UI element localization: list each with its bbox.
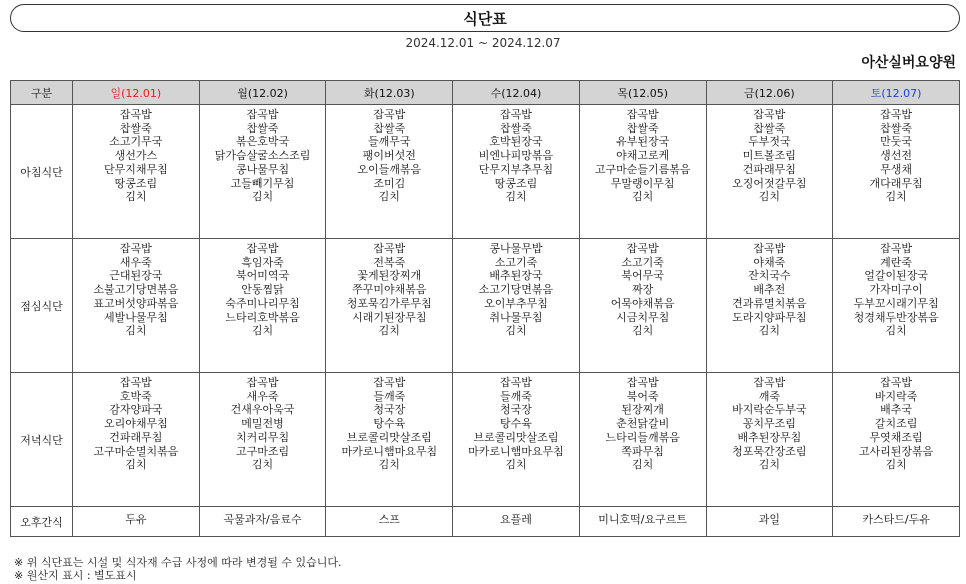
note-change: ※ 위 식단표는 시설 및 식자재 수급 사정에 따라 변경될 수 있습니다. [14,556,342,569]
menu-item: 소불고기당면볶음 [93,283,179,297]
menu-item: 미트볼조림 [742,149,796,163]
menu-item: 소고기죽 [494,255,538,269]
menu-item: 탕수육 [373,417,406,431]
menu-item: 바지락순두부국 [732,403,807,417]
menu-item: 시래기된장무침 [352,310,427,324]
meal-cell [326,105,453,239]
menu-item: 김치 [125,324,147,338]
menu-item: 된장찌개 [621,403,664,417]
snack-cell: 카스타드/두유 [833,507,960,537]
menu-item: 세발나물무침 [103,310,168,324]
menu-item: 김치 [885,324,907,338]
menu-item: 찹쌀죽 [626,121,659,135]
snack-cell: 미니호떡/요구르트 [579,507,706,537]
menu-item: 김치 [632,458,654,472]
meal-plan-table [10,80,960,537]
menu-item: 청포묵간장조림 [732,444,807,458]
menu-item: 잡곡밥 [880,108,913,121]
snack-row [11,507,960,537]
meal-cell [199,105,326,239]
menu-item: 건새우아욱국 [230,403,295,417]
menu-item: 짜장 [632,283,654,297]
day-header-fri: 금(12.06) [706,81,833,105]
menu-item: 김치 [758,458,780,472]
dinner-row [11,373,960,507]
menu-item: 쪽파무침 [621,444,664,458]
menu-item: 잡곡밥 [753,108,786,121]
menu-item: 새우죽 [246,389,279,403]
menu-item: 북어미역국 [235,269,290,283]
note-origin: ※ 원산지 표시 : 별도표시 [14,569,137,582]
menu-item: 브로콜리맛살조림 [346,430,432,444]
menu-item: 땅콩조림 [114,176,158,190]
menu-item: 김치 [505,190,527,204]
snack-cell: 과일 [706,507,833,537]
day-header-thu: 목(12.05) [579,81,706,105]
notes [14,556,341,582]
menu-item: 잡곡밥 [373,108,406,121]
menu-item: 감자양파국 [109,403,163,417]
menu-item: 두부꼬시래기무침 [853,296,939,310]
menu-item: 김치 [505,324,527,338]
meal-label-breakfast: 아침식단 [11,105,73,239]
menu-item: 느타리호박볶음 [225,310,300,324]
menu-item: 들깨무국 [368,135,411,149]
menu-item: 찹쌀죽 [119,121,152,135]
menu-item: 김치 [125,190,147,204]
menu-item: 들깨죽 [373,389,406,403]
facility-name: 아산실버요양원 [861,55,956,71]
menu-item: 흑임자죽 [241,255,284,269]
lunch-row [11,239,960,373]
menu-item: 조미김 [373,176,406,190]
menu-item: 비엔나피망볶음 [478,149,554,163]
menu-item: 단무지채무침 [103,162,168,176]
day-header-wed: 수(12.04) [453,81,580,105]
menu-item: 느타리들깨볶음 [605,430,680,444]
menu-item: 잔치국수 [748,269,791,283]
menu-item: 얼갈이된장국 [864,269,928,283]
menu-item: 김치 [885,190,907,204]
snack-cell: 두유 [73,507,200,537]
menu-item: 잡곡밥 [246,376,279,389]
page-title: 식단표 [10,4,960,32]
menu-item: 잡곡밥 [626,376,659,389]
menu-item: 배추된장무침 [737,430,802,444]
menu-item: 야채고로케 [616,149,670,163]
snack-cell: 요플레 [453,507,580,537]
menu-item: 잡곡밥 [373,242,406,255]
header-row [11,81,960,105]
menu-item: 잡곡밥 [500,108,532,121]
menu-item: 무엿채조림 [869,430,923,444]
menu-item: 꽁치무조림 [742,417,796,431]
menu-item: 김치 [632,324,654,338]
menu-item: 마카로니햄마요무침 [468,444,564,458]
menu-item: 북어무국 [621,269,664,283]
menu-item: 찹쌀죽 [246,121,279,135]
date-range: 2024.12.01 ~ 2024.12.07 [405,36,561,50]
menu-item: 찹쌀죽 [753,121,786,135]
menu-item: 찹쌀죽 [373,121,406,135]
meal-cell [199,239,326,373]
meal-cell [579,373,706,507]
menu-item: 깨죽 [758,389,780,403]
meal-cell [73,239,200,373]
menu-item: 꽃게된장찌개 [357,269,422,283]
menu-item: 김치 [378,190,400,204]
meal-label-lunch: 점심식단 [11,239,73,373]
menu-item: 고구마순멸치볶음 [93,444,179,458]
menu-item: 잡곡밥 [626,242,659,255]
menu-item: 유부된장국 [616,135,670,149]
menu-item: 오이부추무침 [484,296,548,310]
menu-item: 팽이버섯전 [362,149,416,163]
day-header-sat: 토(12.07) [833,81,960,105]
menu-item: 들깨죽 [500,389,532,403]
menu-item: 김치 [378,458,400,472]
breakfast-row [11,105,960,239]
menu-item: 두부젓국 [748,135,791,149]
menu-item: 김치 [758,324,780,338]
menu-item: 개다래무침 [869,176,923,190]
meal-cell [833,373,960,507]
menu-item: 고구마조림 [235,444,290,458]
day-header-sun: 일(12.01) [73,81,200,105]
menu-item: 잡곡밥 [880,242,913,255]
menu-item: 근대된장국 [109,269,163,283]
menu-item: 건파래무침 [742,162,796,176]
menu-item: 배추된장국 [489,269,543,283]
meal-cell [326,239,453,373]
meal-cell [453,105,580,239]
menu-item: 탕수육 [500,417,532,431]
meal-label-snack: 오후간식 [11,507,73,537]
menu-item: 갈치조림 [874,417,918,431]
meal-cell [833,105,960,239]
menu-item: 찹쌀죽 [500,121,532,135]
menu-item: 잡곡밥 [753,376,786,389]
menu-item: 바지락죽 [874,389,918,403]
menu-item: 찹쌀죽 [880,121,913,135]
menu-item: 북어죽 [626,389,659,403]
menu-item: 단무지부추무침 [478,162,554,176]
menu-item: 잡곡밥 [753,242,786,255]
day-header-tue: 화(12.03) [326,81,453,105]
menu-item: 청경채두반장볶음 [853,310,939,324]
menu-item: 콩나물무침 [235,162,290,176]
menu-item: 오리야채무침 [103,417,168,431]
menu-item: 잡곡밥 [373,376,406,389]
meal-cell [73,373,200,507]
menu-item: 생선가스 [114,149,158,163]
menu-item: 고사리된장볶음 [858,444,934,458]
menu-item: 김치 [378,324,400,338]
menu-item: 생선전 [880,149,913,163]
menu-item: 전복죽 [373,255,406,269]
menu-item: 소고기당면볶음 [478,283,554,297]
menu-item: 잡곡밥 [500,376,532,389]
menu-item: 도라지양파무침 [732,310,807,324]
menu-item: 잡곡밥 [119,242,152,255]
menu-item: 계란죽 [880,255,913,269]
menu-item: 볶은호박국 [235,135,290,149]
menu-item: 고구마순들기름볶음 [594,162,691,176]
menu-item: 야채죽 [753,255,786,269]
menu-item: 어묵야채볶음 [610,296,675,310]
menu-item: 잡곡밥 [626,108,659,121]
menu-item: 김치 [251,458,274,472]
menu-item: 잡곡밥 [246,242,279,255]
meal-cell [579,239,706,373]
meal-cell [579,105,706,239]
menu-item: 김치 [125,458,147,472]
menu-item: 쭈꾸미야채볶음 [352,283,427,297]
menu-item: 김치 [758,190,780,204]
menu-item: 새우죽 [119,255,152,269]
menu-item: 김치 [632,190,654,204]
menu-item: 취나물무침 [489,310,543,324]
menu-item: 숙주미나리무침 [225,296,300,310]
menu-item: 청국장 [373,403,406,417]
menu-item: 잡곡밥 [119,108,152,121]
day-header-mon: 월(12.02) [199,81,326,105]
menu-item: 만둣국 [880,135,913,149]
menu-item: 무생채 [880,162,913,176]
meal-cell [199,373,326,507]
meal-cell [453,373,580,507]
menu-item: 배추국 [880,403,913,417]
menu-item: 닭가슴살굴소스조림 [214,149,311,163]
meal-cell [706,239,833,373]
meal-cell [833,239,960,373]
menu-item: 오이들깨볶음 [357,162,422,176]
menu-item: 청포묵김가루무침 [346,296,432,310]
menu-item: 호박죽 [119,389,152,403]
menu-item: 고들빼기무침 [230,176,295,190]
snack-cell: 곡물과자/음료수 [199,507,326,537]
menu-item: 소고기죽 [621,255,664,269]
meal-cell [73,105,200,239]
menu-item: 가자미구이 [869,283,923,297]
menu-item: 건파래무침 [109,430,163,444]
meal-label-dinner: 저녁식단 [11,373,73,507]
menu-item: 잡곡밥 [246,108,279,121]
menu-item: 오징어젓갈무침 [732,176,807,190]
menu-item: 표고버섯양파볶음 [93,296,179,310]
menu-item: 무말랭이무침 [610,176,675,190]
meal-cell [326,373,453,507]
menu-item: 김치 [885,458,907,472]
menu-item: 마카로니햄마요무침 [341,444,438,458]
menu-item: 메밀전병 [241,417,284,431]
meal-cell [453,239,580,373]
menu-item: 잡곡밥 [119,376,152,389]
menu-item: 김치 [251,324,274,338]
menu-item: 김치 [505,458,527,472]
meal-cell [706,105,833,239]
snack-cell: 스프 [326,507,453,537]
menu-item: 땅콩조림 [494,176,538,190]
menu-item: 치커리무침 [235,430,290,444]
menu-item: 김치 [251,190,274,204]
meal-cell [706,373,833,507]
menu-item: 안동찜닭 [241,283,284,297]
menu-item: 견과류멸치볶음 [732,296,807,310]
menu-item: 잡곡밥 [880,376,913,389]
menu-item: 콩나물무밥 [489,242,543,255]
menu-item: 소고기무국 [109,135,163,149]
menu-item: 청국장 [500,403,532,417]
header-label: 구분 [11,81,73,105]
menu-item: 시금치무침 [616,310,670,324]
menu-item: 춘천닭갈비 [616,417,670,431]
menu-item: 브로콜리맛살조림 [473,430,559,444]
menu-item: 호박된장국 [489,135,543,149]
menu-item: 배추전 [753,283,786,297]
